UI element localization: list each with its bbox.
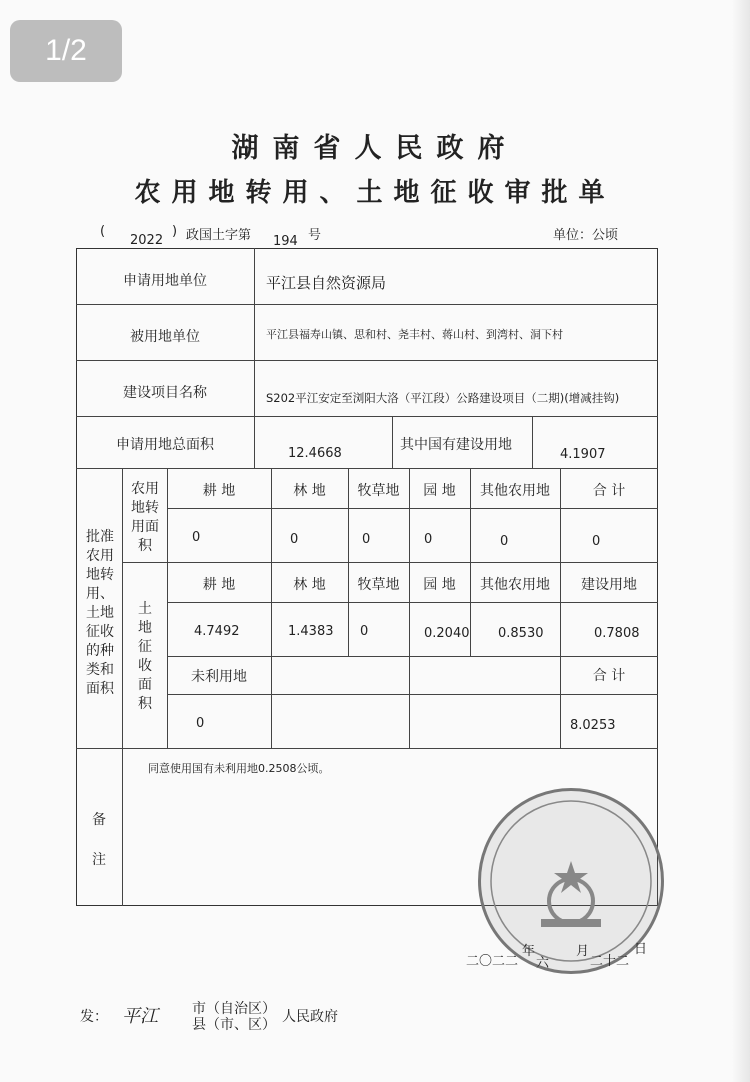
exp-total-label: 合 计	[592, 668, 626, 684]
exp-header-construction: 建设用地	[581, 577, 637, 593]
handwritten-signature: 平江	[122, 1006, 158, 1027]
row-divider	[76, 416, 658, 417]
land-owner-value: 平江县福寿山镇、思和村、尧丰村、蒋山村、到湾村、洞下村	[266, 328, 563, 341]
row-divider	[76, 360, 658, 361]
conv-header-forest: 林 地	[293, 483, 326, 499]
date-day-char: 日	[634, 942, 648, 957]
conv-value-pasture: 0	[362, 532, 371, 547]
col-divider	[532, 416, 533, 468]
doc-open-paren: (	[100, 224, 106, 239]
exp-value-other: 0.8530	[498, 626, 544, 641]
total-area-value: 12.4668	[288, 446, 342, 461]
expropriation-label: 土地征收面积	[138, 601, 152, 712]
conv-value-other: 0	[500, 534, 509, 549]
conv-value-total: 0	[592, 534, 601, 549]
exp-value-forest: 1.4383	[288, 624, 334, 639]
col-divider	[167, 468, 168, 748]
applicant-label: 申请用地单位	[123, 273, 207, 289]
footer-line-county: 县（市、区）	[192, 1017, 276, 1033]
conv-header-garden: 园 地	[423, 483, 456, 499]
conv-header-pasture: 牧草地	[357, 483, 400, 499]
date-month: 六	[536, 956, 550, 971]
row-divider	[122, 562, 658, 563]
send-label: 发：	[80, 1009, 108, 1025]
project-label: 建设项目名称	[123, 385, 207, 401]
unit-label: 单位：公顷	[553, 228, 619, 243]
row-divider	[76, 748, 658, 749]
state-land-label: 其中国有建设用地	[400, 437, 512, 453]
footer-line-city: 市（自治区）	[192, 1001, 276, 1017]
remarks-label: 备注	[92, 812, 106, 868]
page-indicator: 1/2	[10, 20, 122, 82]
exp-header-pasture: 牧草地	[357, 577, 400, 593]
row-divider	[167, 694, 658, 695]
col-divider	[122, 748, 123, 906]
footer-suffix: 人民政府	[282, 1009, 338, 1025]
row-divider	[167, 656, 658, 657]
conv-header-other: 其他农用地	[480, 483, 550, 499]
document-subtitle: 农用地转用、土地征收审批单	[134, 178, 616, 208]
total-area-label: 申请用地总面积	[116, 437, 214, 453]
doc-number-value: 194	[273, 234, 298, 249]
conv-value-farmland: 0	[192, 530, 201, 545]
col-divider	[392, 416, 393, 468]
exp-total-value: 8.0253	[570, 718, 616, 733]
col-divider	[409, 656, 410, 748]
doc-suffix: 号	[308, 228, 322, 243]
col-divider	[254, 248, 255, 468]
row-divider	[76, 468, 658, 469]
exp-header-garden: 园 地	[423, 577, 456, 593]
applicant-value: 平江县自然资源局	[266, 274, 387, 292]
date-month-char: 月	[576, 944, 590, 959]
document-title: 湖南省人民政府	[231, 133, 519, 164]
state-land-value: 4.1907	[560, 447, 606, 462]
date-year-char: 年	[522, 944, 536, 959]
land-owner-label: 被用地单位	[130, 329, 200, 345]
conversion-label: 农用地转用面积	[131, 481, 159, 554]
doc-year: 2022	[130, 233, 164, 248]
exp-value-garden: 0.2040	[424, 626, 470, 641]
unused-land-label: 未利用地	[191, 669, 247, 685]
doc-prefix: 政国土字第	[186, 228, 252, 243]
date-year: 二〇二二	[466, 954, 519, 969]
col-divider	[122, 468, 123, 748]
exp-header-forest: 林 地	[293, 577, 326, 593]
conv-value-garden: 0	[424, 532, 433, 547]
date-day: 二十二	[590, 954, 630, 969]
remarks-text: 同意使用国有未利用地0.2508公顷。	[148, 762, 330, 775]
row-divider	[167, 602, 658, 603]
exp-value-farmland: 4.7492	[194, 624, 240, 639]
exp-value-construction: 0.7808	[594, 626, 640, 641]
exp-header-farmland: 耕 地	[202, 577, 236, 593]
conv-header-farmland: 耕 地	[202, 483, 236, 499]
col-divider	[271, 656, 272, 748]
doc-close-paren: )	[172, 224, 178, 239]
row-divider	[76, 304, 658, 305]
conv-header-total: 合 计	[592, 483, 626, 499]
project-value: S202平江安定至浏阳大洛（平江段）公路建设项目（二期)(增减挂钩)	[266, 391, 620, 405]
row-divider	[167, 508, 658, 509]
exp-header-other: 其他农用地	[480, 577, 550, 593]
unused-land-value: 0	[196, 716, 205, 731]
conv-value-forest: 0	[290, 532, 299, 547]
exp-value-pasture: 0	[360, 624, 369, 639]
section-label: 批准农用地转用、土地征收的种类和面积	[86, 529, 114, 697]
